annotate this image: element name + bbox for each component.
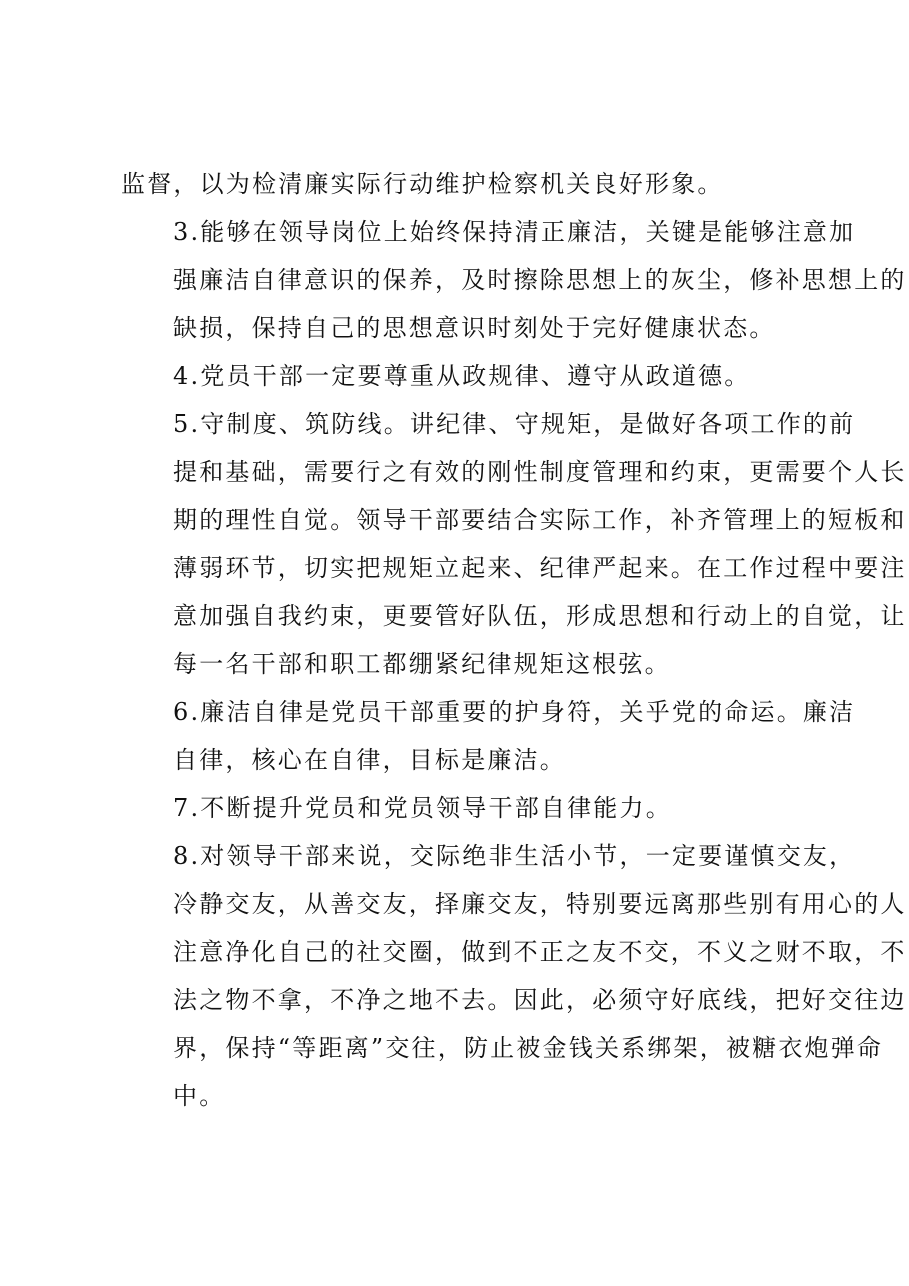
text-line: 界，保持“等距离”交往，防止被金钱关系绑架，被糖衣炮弹命 [173, 1034, 884, 1062]
text-line: 3.能够在领导岗位上始终保持清正廉洁，关键是能够注意加 [173, 218, 856, 246]
document-body [121, 160, 907, 1120]
text-line: 注意净化自己的社交圈，做到不正之友不交，不义之财不取，不 [173, 938, 907, 966]
text-line: 7.不断提升党员和党员领导干部自律能力。 [173, 794, 672, 822]
paragraph-continuation [121, 160, 811, 208]
paragraph-item-8 [121, 832, 907, 1120]
text-line: 法之物不拿，不净之地不去。因此，必须守好底线，把好交往边 [173, 986, 907, 1014]
paragraph-item-7 [121, 784, 811, 832]
text-line: 4.党员干部一定要尊重从政规律、遵守从政道德。 [173, 362, 751, 390]
text-line: 期的理性自觉。领导干部要结合实际工作，补齐管理上的短板和 [173, 506, 907, 534]
text-line: 监督，以为检清廉实际行动维护检察机关良好形象。 [121, 170, 724, 198]
text-line: 每一名干部和职工都绷紧纪律规矩这根弦。 [173, 650, 671, 678]
text-line: 中。 [173, 1082, 226, 1110]
paragraph-item-3 [121, 208, 907, 352]
text-line: 冷静交友，从善交友，择廉交友，特别要远离那些别有用心的人 [173, 890, 907, 918]
text-line: 提和基础，需要行之有效的刚性制度管理和约束，更需要个人长 [173, 458, 907, 486]
text-line: 强廉洁自律意识的保养，及时擦除思想上的灰尘，修补思想上的 [173, 266, 907, 294]
text-line: 自律，核心在自律，目标是廉洁。 [173, 746, 566, 774]
text-line: 意加强自我约束，更要管好队伍，形成思想和行动上的自觉，让 [173, 602, 907, 630]
paragraph-item-6 [121, 688, 856, 784]
text-line: 薄弱环节，切实把规矩立起来、纪律严起来。在工作过程中要注 [173, 554, 907, 582]
paragraph-item-5 [121, 400, 907, 688]
text-line: 6.廉洁自律是党员干部重要的护身符，关乎党的命运。廉洁 [173, 698, 856, 726]
paragraph-item-4 [121, 352, 811, 400]
text-line: 缺损，保持自己的思想意识时刻处于完好健康状态。 [173, 314, 776, 342]
text-line: 5.守制度、筑防线。讲纪律、守规矩，是做好各项工作的前 [173, 410, 856, 438]
text-line: 8.对领导干部来说，交际绝非生活小节，一定要谨慎交友， [173, 842, 856, 870]
